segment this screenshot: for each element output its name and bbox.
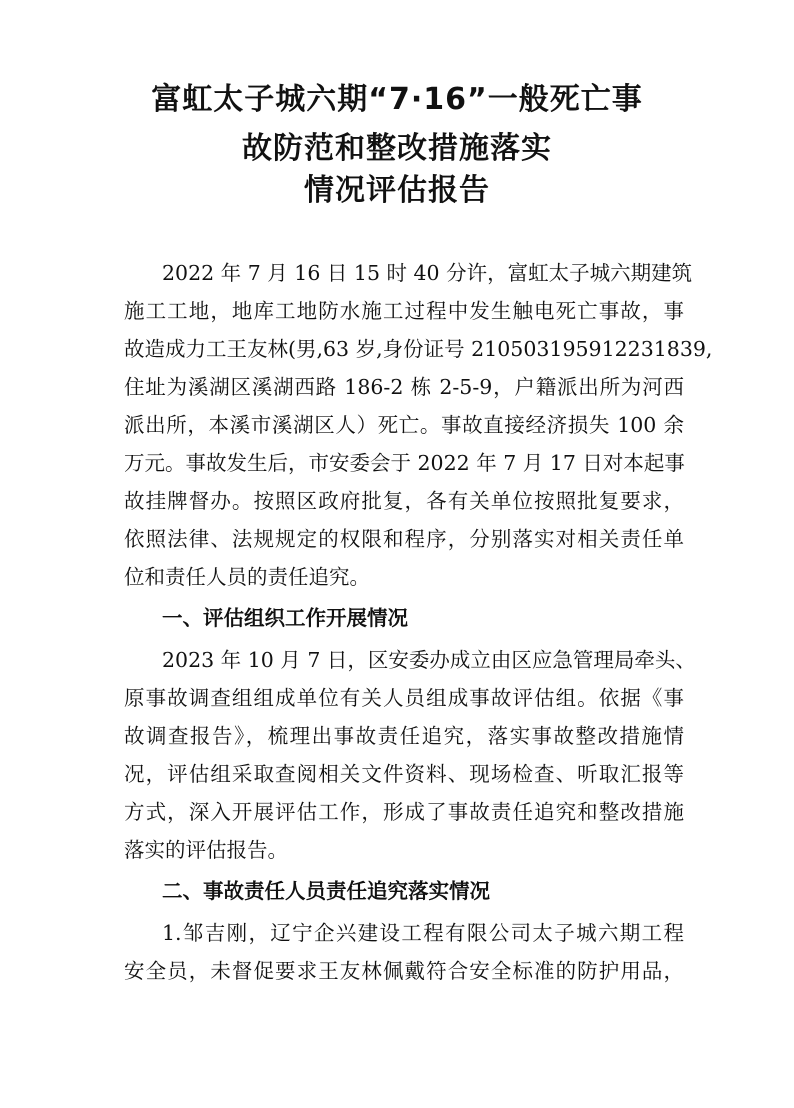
paragraph-line: 1.邹吉刚，辽宁企兴建设工程有限公司太子城六期工程: [162, 921, 684, 945]
paragraph-line: 派出所，本溪市溪湖区人）死亡。事故直接经济损失 100 余: [124, 413, 684, 437]
document-title-line-2: 故防范和整改措施落实: [242, 131, 552, 166]
paragraph-line: 安全员，未督促要求王友林佩戴符合安全标准的防护用品，: [124, 959, 684, 983]
paragraph-line: 2022 年 7 月 16 日 15 时 40 分许，富虹太子城六期建筑: [162, 261, 693, 285]
section-heading-2: 二、事故责任人员责任追究落实情况: [162, 879, 490, 903]
paragraph-line: 方式，深入开展评估工作，形成了事故责任追究和整改措施: [124, 800, 684, 824]
document-title-line-3: 情况评估报告: [304, 173, 490, 208]
paragraph-line: 位和责任人员的责任追究。: [124, 565, 370, 589]
paragraph-line: 万元。事故发生后，市安委会于 2022 年 7 月 17 日对本起事: [124, 451, 685, 475]
section-heading-1: 一、评估组织工作开展情况: [162, 606, 408, 630]
paragraph-line: 依照法律、法规规定的权限和程序，分别落实对相关责任单: [124, 527, 684, 551]
paragraph-line: 住址为溪湖区溪湖西路 186-2 栋 2-5-9，户籍派出所为河西: [124, 375, 684, 399]
paragraph-line: 2023 年 10 月 7 日，区安委办成立由区应急管理局牵头、: [162, 648, 696, 672]
paragraph-line: 故造成力工王友林(男,63 岁,身份证号 210503195912231839,: [124, 337, 713, 361]
paragraph-line: 施工工地，地库工地防水施工过程中发生触电死亡事故，事: [124, 299, 684, 323]
paragraph-line: 原事故调查组组成单位有关人员组成事故评估组。依据《事: [124, 686, 684, 710]
paragraph-line: 故调查报告》，梳理出事故责任追究，落实事故整改措施情: [124, 724, 684, 748]
paragraph-line: 况，评估组采取查阅相关文件资料、现场检查、听取汇报等: [124, 762, 684, 786]
paragraph-line: 落实的评估报告。: [124, 838, 288, 862]
paragraph-line: 故挂牌督办。按照区政府批复，各有关单位按照批复要求，: [124, 489, 684, 513]
document-title-line-1: 富虹太子城六期“7·16”一般死亡事: [151, 82, 643, 117]
